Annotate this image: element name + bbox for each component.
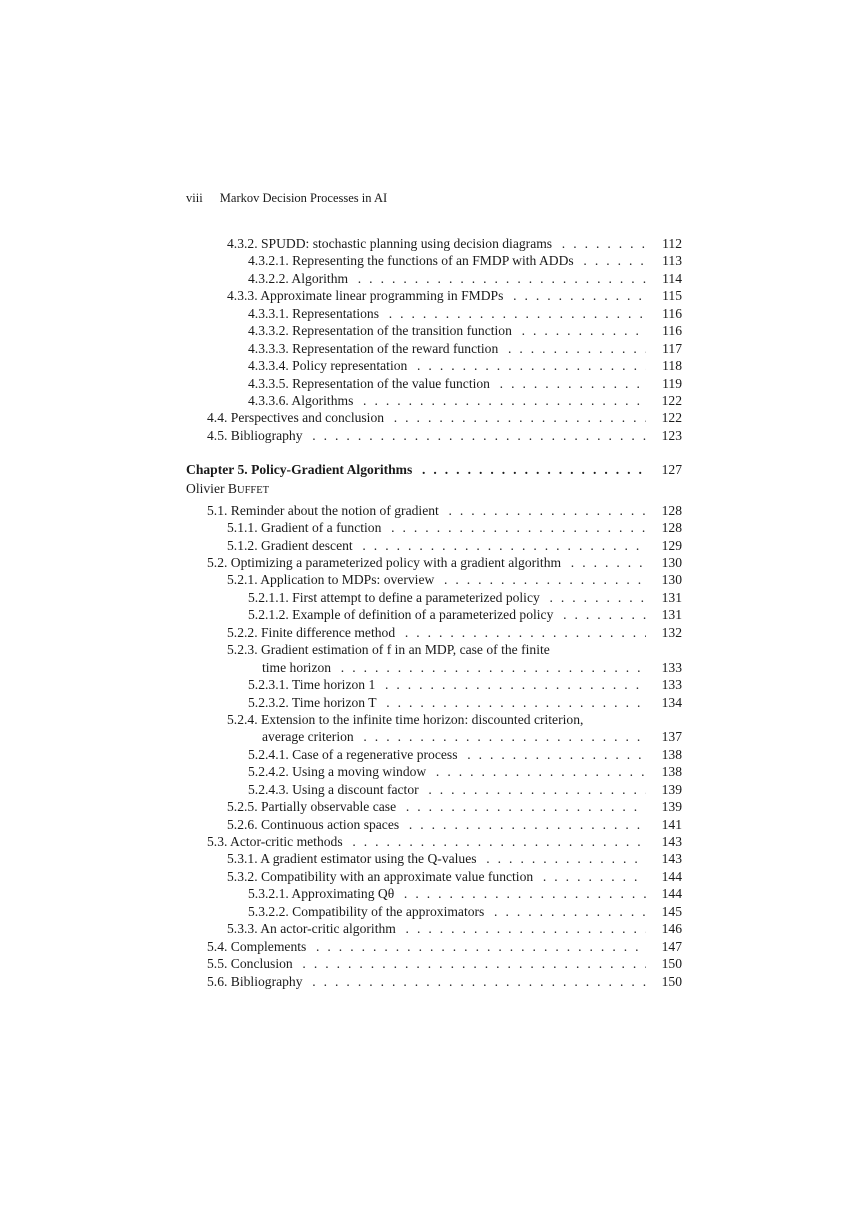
toc-entry-page: 150 bbox=[646, 955, 682, 972]
toc-entry[interactable] bbox=[0, 340, 868, 357]
toc-entry[interactable] bbox=[0, 270, 868, 287]
toc-entry-page: 112 bbox=[646, 235, 682, 252]
toc-entry[interactable] bbox=[0, 694, 868, 711]
toc-entry-label: 5.2.1.1. First attempt to define a parameterized policy bbox=[248, 590, 544, 605]
toc-entry-page: 115 bbox=[646, 287, 682, 304]
toc-entry-page: 130 bbox=[646, 571, 682, 588]
running-head bbox=[186, 191, 387, 206]
toc-entry-page: 138 bbox=[646, 746, 682, 763]
toc-entry-label: time horizon bbox=[262, 660, 335, 675]
toc-entry-label: 5.3.2.2. Compatibility of the approximators bbox=[248, 904, 488, 919]
toc-entry[interactable] bbox=[0, 322, 868, 339]
toc-entry[interactable] bbox=[0, 375, 868, 392]
toc-chapter-heading[interactable] bbox=[0, 461, 868, 478]
toc-entry-page: 133 bbox=[646, 659, 682, 676]
toc-entry-page: 144 bbox=[646, 885, 682, 902]
toc-entry[interactable] bbox=[0, 624, 868, 641]
toc-entry[interactable] bbox=[0, 938, 868, 955]
toc-entry[interactable] bbox=[0, 659, 868, 676]
toc-entry[interactable] bbox=[0, 728, 868, 745]
toc-entry-label: 5.2.4.2. Using a moving window bbox=[248, 764, 430, 779]
toc-entry-page: 139 bbox=[646, 798, 682, 815]
toc-entry-continued[interactable] bbox=[0, 641, 868, 658]
toc-entry[interactable] bbox=[0, 781, 868, 798]
toc-entry[interactable] bbox=[0, 287, 868, 304]
toc-entry-label: 4.3.3.5. Representation of the value function bbox=[248, 376, 494, 391]
toc-entry[interactable] bbox=[0, 920, 868, 937]
toc-entry-label: 5.3.1. A gradient estimator using the Q-values bbox=[227, 851, 481, 866]
toc-entry[interactable] bbox=[0, 903, 868, 920]
table-of-contents bbox=[0, 235, 868, 990]
toc-entry[interactable] bbox=[0, 392, 868, 409]
toc-entry[interactable] bbox=[0, 833, 868, 850]
toc-entry-label: 4.5. Bibliography bbox=[207, 428, 307, 443]
toc-entry-label: 5.2.3.2. Time horizon T bbox=[248, 695, 381, 710]
author-name-smallcaps: UFFET bbox=[236, 484, 270, 496]
toc-entry-page: 116 bbox=[646, 305, 682, 322]
toc-entry-label: 5.2.4. Extension to the infinite time horizon: discounted criterion, bbox=[227, 712, 587, 727]
toc-entry-page: 141 bbox=[646, 816, 682, 833]
toc-entry-label: Chapter 5. Policy-Gradient Algorithms bbox=[186, 462, 416, 477]
toc-entry-label: average criterion bbox=[262, 729, 358, 744]
toc-entry-page: 137 bbox=[646, 728, 682, 745]
toc-entry-page: 127 bbox=[646, 461, 682, 478]
toc-entry-label: 5.3.3. An actor-critic algorithm bbox=[227, 921, 400, 936]
toc-entry-page: 113 bbox=[646, 252, 682, 269]
toc-entry[interactable] bbox=[0, 955, 868, 972]
toc-entry-label: 4.3.3.6. Algorithms bbox=[248, 393, 357, 408]
toc-entry-page: 114 bbox=[646, 270, 682, 287]
toc-entry-page: 130 bbox=[646, 554, 682, 571]
toc-entry-label: 5.2.2. Finite difference method bbox=[227, 625, 399, 640]
toc-entry[interactable] bbox=[0, 850, 868, 867]
toc-entry-page: 119 bbox=[646, 375, 682, 392]
toc-entry-page: 143 bbox=[646, 850, 682, 867]
page-folio: viii bbox=[186, 191, 203, 205]
toc-entry-page: 128 bbox=[646, 519, 682, 536]
toc-entry-page: 150 bbox=[646, 973, 682, 990]
toc-entry-label: 4.3.3.3. Representation of the reward function bbox=[248, 341, 502, 356]
toc-entry-label: 5.2.4.1. Case of a regenerative process bbox=[248, 747, 462, 762]
toc-entry-page: 122 bbox=[646, 392, 682, 409]
toc-entry-page: 143 bbox=[646, 833, 682, 850]
toc-entry-page: 138 bbox=[646, 763, 682, 780]
toc-entry[interactable] bbox=[0, 606, 868, 623]
toc-entry-page: 122 bbox=[646, 409, 682, 426]
toc-entry-label: 5.2.5. Partially observable case bbox=[227, 799, 400, 814]
toc-entry[interactable] bbox=[0, 519, 868, 536]
toc-entry[interactable] bbox=[0, 409, 868, 426]
toc-entry-page: 134 bbox=[646, 694, 682, 711]
toc-entry-continued[interactable] bbox=[0, 711, 868, 728]
chapter-author bbox=[0, 479, 868, 499]
toc-entry[interactable] bbox=[0, 235, 868, 252]
toc-entry[interactable] bbox=[0, 816, 868, 833]
toc-entry-label: 4.3.2.2. Algorithm bbox=[248, 271, 352, 286]
toc-entry-label: 4.4. Perspectives and conclusion bbox=[207, 410, 388, 425]
toc-entry-page: 146 bbox=[646, 920, 682, 937]
toc-entry[interactable] bbox=[0, 357, 868, 374]
toc-entry-page: 144 bbox=[646, 868, 682, 885]
toc-entry-label: 5.6. Bibliography bbox=[207, 974, 307, 989]
toc-entry-label: 4.3.3.2. Representation of the transition function bbox=[248, 323, 516, 338]
toc-entry[interactable] bbox=[0, 571, 868, 588]
toc-section-chapter-5 bbox=[0, 502, 868, 990]
toc-entry[interactable] bbox=[0, 763, 868, 780]
toc-entry-label: 5.4. Complements bbox=[207, 939, 310, 954]
toc-entry[interactable] bbox=[0, 746, 868, 763]
toc-entry-page: 139 bbox=[646, 781, 682, 798]
toc-entry-label: 4.3.3.1. Representations bbox=[248, 306, 383, 321]
toc-entry[interactable] bbox=[0, 554, 868, 571]
toc-entry-label: 5.2.4.3. Using a discount factor bbox=[248, 782, 423, 797]
toc-entry-page: 133 bbox=[646, 676, 682, 693]
toc-entry-label: 5.2.3.1. Time horizon 1 bbox=[248, 677, 379, 692]
toc-entry-label: 5.1.2. Gradient descent bbox=[227, 538, 357, 553]
toc-entry-page: 129 bbox=[646, 537, 682, 554]
toc-entry[interactable] bbox=[0, 973, 868, 990]
toc-entry-label: 5.3.2. Compatibility with an approximate value function bbox=[227, 869, 537, 884]
toc-entry-page: 131 bbox=[646, 606, 682, 623]
toc-entry-page: 123 bbox=[646, 427, 682, 444]
toc-entry-label: 4.3.3. Approximate linear programming in FMDPs bbox=[227, 288, 507, 303]
toc-entry[interactable] bbox=[0, 537, 868, 554]
toc-entry-label: 5.2. Optimizing a parameterized policy with a gradient algorithm bbox=[207, 555, 565, 570]
toc-entry-page: 147 bbox=[646, 938, 682, 955]
toc-entry-label: 5.1. Reminder about the notion of gradient bbox=[207, 503, 443, 518]
toc-entry[interactable] bbox=[0, 252, 868, 269]
toc-entry-page: 117 bbox=[646, 340, 682, 357]
toc-entry-label: 5.3. Actor-critic methods bbox=[207, 834, 347, 849]
toc-entry[interactable] bbox=[0, 676, 868, 693]
toc-entry-label: 4.3.3.4. Policy representation bbox=[248, 358, 411, 373]
toc-entry-page: 145 bbox=[646, 903, 682, 920]
toc-entry[interactable] bbox=[0, 868, 868, 885]
toc-entry[interactable] bbox=[0, 798, 868, 815]
toc-entry-label: 5.2.6. Continuous action spaces bbox=[227, 817, 403, 832]
toc-entry-page: 118 bbox=[646, 357, 682, 374]
toc-entry-label: 5.1.1. Gradient of a function bbox=[227, 520, 385, 535]
toc-entry-page: 116 bbox=[646, 322, 682, 339]
toc-entry-page: 132 bbox=[646, 624, 682, 641]
toc-entry-label: 5.2.1.2. Example of definition of a parameterized policy bbox=[248, 607, 557, 622]
author-name-initial: Olivier B bbox=[186, 480, 237, 496]
toc-section-chapter-4 bbox=[0, 235, 868, 444]
toc-entry-label: 5.2.1. Application to MDPs: overview bbox=[227, 572, 438, 587]
toc-entry-label: 4.3.2.1. Representing the functions of an FMDP with ADDs bbox=[248, 253, 578, 268]
toc-entry[interactable] bbox=[0, 589, 868, 606]
toc-entry[interactable] bbox=[0, 427, 868, 444]
toc-entry[interactable] bbox=[0, 885, 868, 902]
toc-entry-page: 128 bbox=[646, 502, 682, 519]
toc-entry-label: 4.3.2. SPUDD: stochastic planning using decision diagrams bbox=[227, 236, 556, 251]
toc-entry-page: 131 bbox=[646, 589, 682, 606]
toc-entry-label: 5.5. Conclusion bbox=[207, 956, 297, 971]
toc-entry[interactable] bbox=[0, 305, 868, 322]
running-head-title: Markov Decision Processes in AI bbox=[219, 191, 388, 205]
toc-entry-label: 5.2.3. Gradient estimation of f in an MDP, case of the finite bbox=[227, 642, 554, 657]
toc-entry-label: 5.3.2.1. Approximating Qθ bbox=[248, 886, 398, 901]
toc-entry[interactable] bbox=[0, 502, 868, 519]
